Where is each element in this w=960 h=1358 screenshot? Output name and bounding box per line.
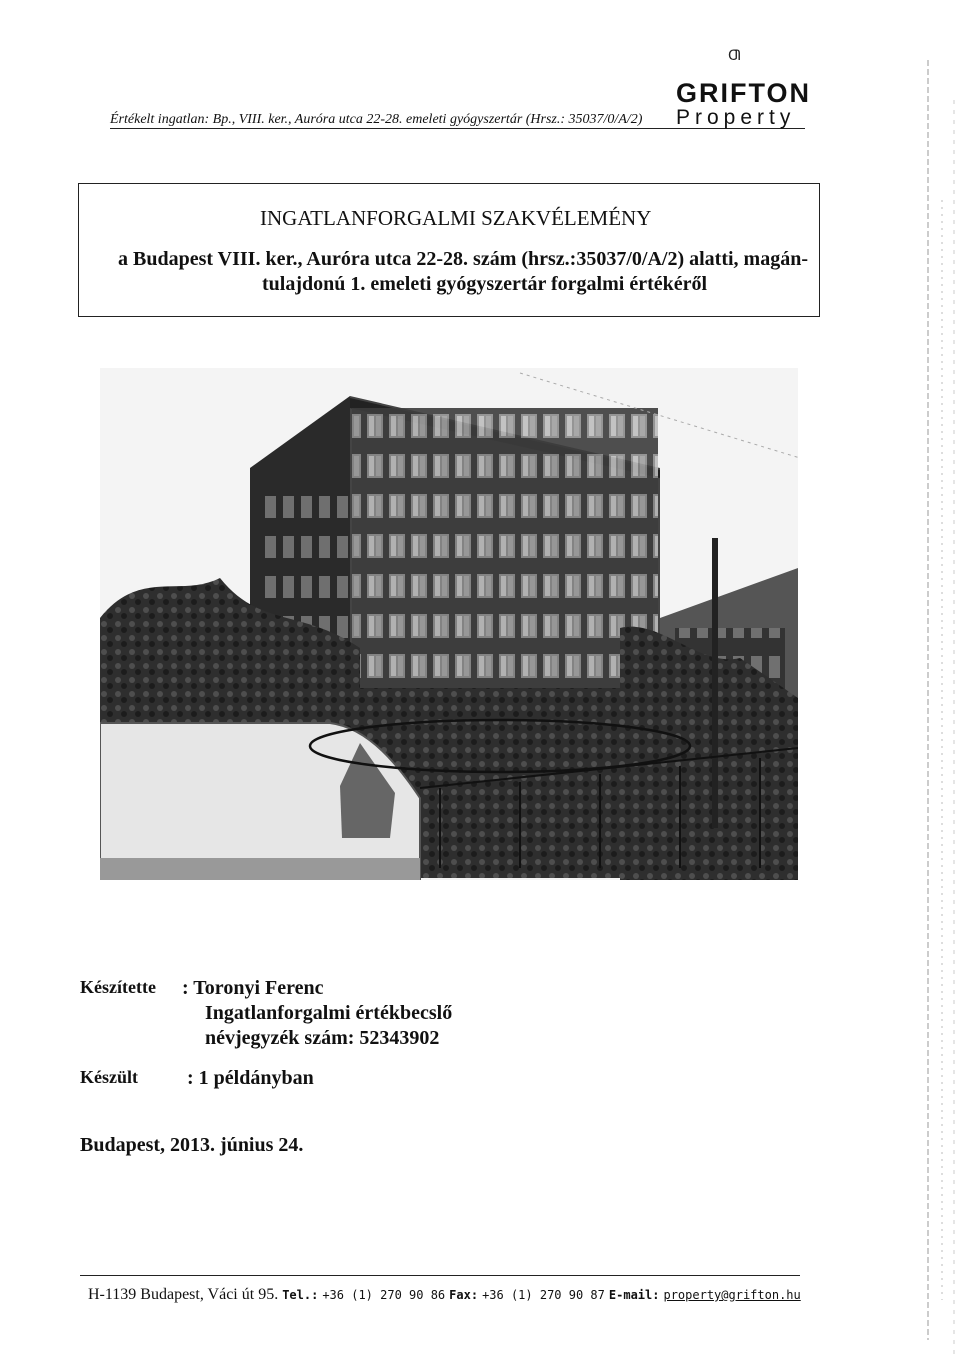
subject-line-1: a Budapest VIII. ker., Auróra utca 22-28. szám (hrsz.:35037/0/A/2) alatti, magán- <box>118 248 808 270</box>
footer-tel: +36 (1) 270 90 86 <box>322 1288 446 1302</box>
footer-contact <box>88 1286 801 1304</box>
property-reference: Értékelt ingatlan: Bp., VIII. ker., Auróra utca 22-28. emeleti gyógyszertár (Hrsz.: 35037/0/A/2) <box>110 112 643 127</box>
footer-email-label: E-mail: <box>608 1288 660 1302</box>
footer-tel-label: Tel.: <box>282 1288 319 1302</box>
document-title: INGATLANFORGALMI SZAKVÉLEMÉNY <box>260 206 652 230</box>
subject-line-2: tulajdonú 1. emeleti gyógyszertár forgalmi értékéről <box>262 273 708 295</box>
building-photo <box>100 368 798 880</box>
prepared-by-name: : Toronyi Ferenc <box>182 977 324 999</box>
logo-name: GRIFTON <box>676 78 811 108</box>
footer-fax-label: Fax: <box>449 1288 479 1302</box>
grifton-logo-icon: Ƣ <box>728 48 742 64</box>
logo-subtitle: Property <box>676 106 796 129</box>
scan-edge-artifact <box>922 0 960 1358</box>
prepared-by-label: Készítette <box>80 977 156 997</box>
footer-fax: +36 (1) 270 90 87 <box>482 1288 605 1302</box>
copies-value: : 1 példányban <box>187 1067 314 1089</box>
prepared-by-title: Ingatlanforgalmi értékbecslő <box>205 1002 453 1024</box>
prepared-by-registry: névjegyzék szám: 52343902 <box>205 1027 440 1049</box>
footer-email-link[interactable]: property@grifton.hu <box>663 1288 801 1302</box>
document-date: Budapest, 2013. június 24. <box>80 1134 304 1156</box>
footer-address: H-1139 Budapest, Váci út 95. <box>88 1286 279 1303</box>
footer-divider <box>80 1275 800 1276</box>
copies-label: Készült <box>80 1067 138 1087</box>
